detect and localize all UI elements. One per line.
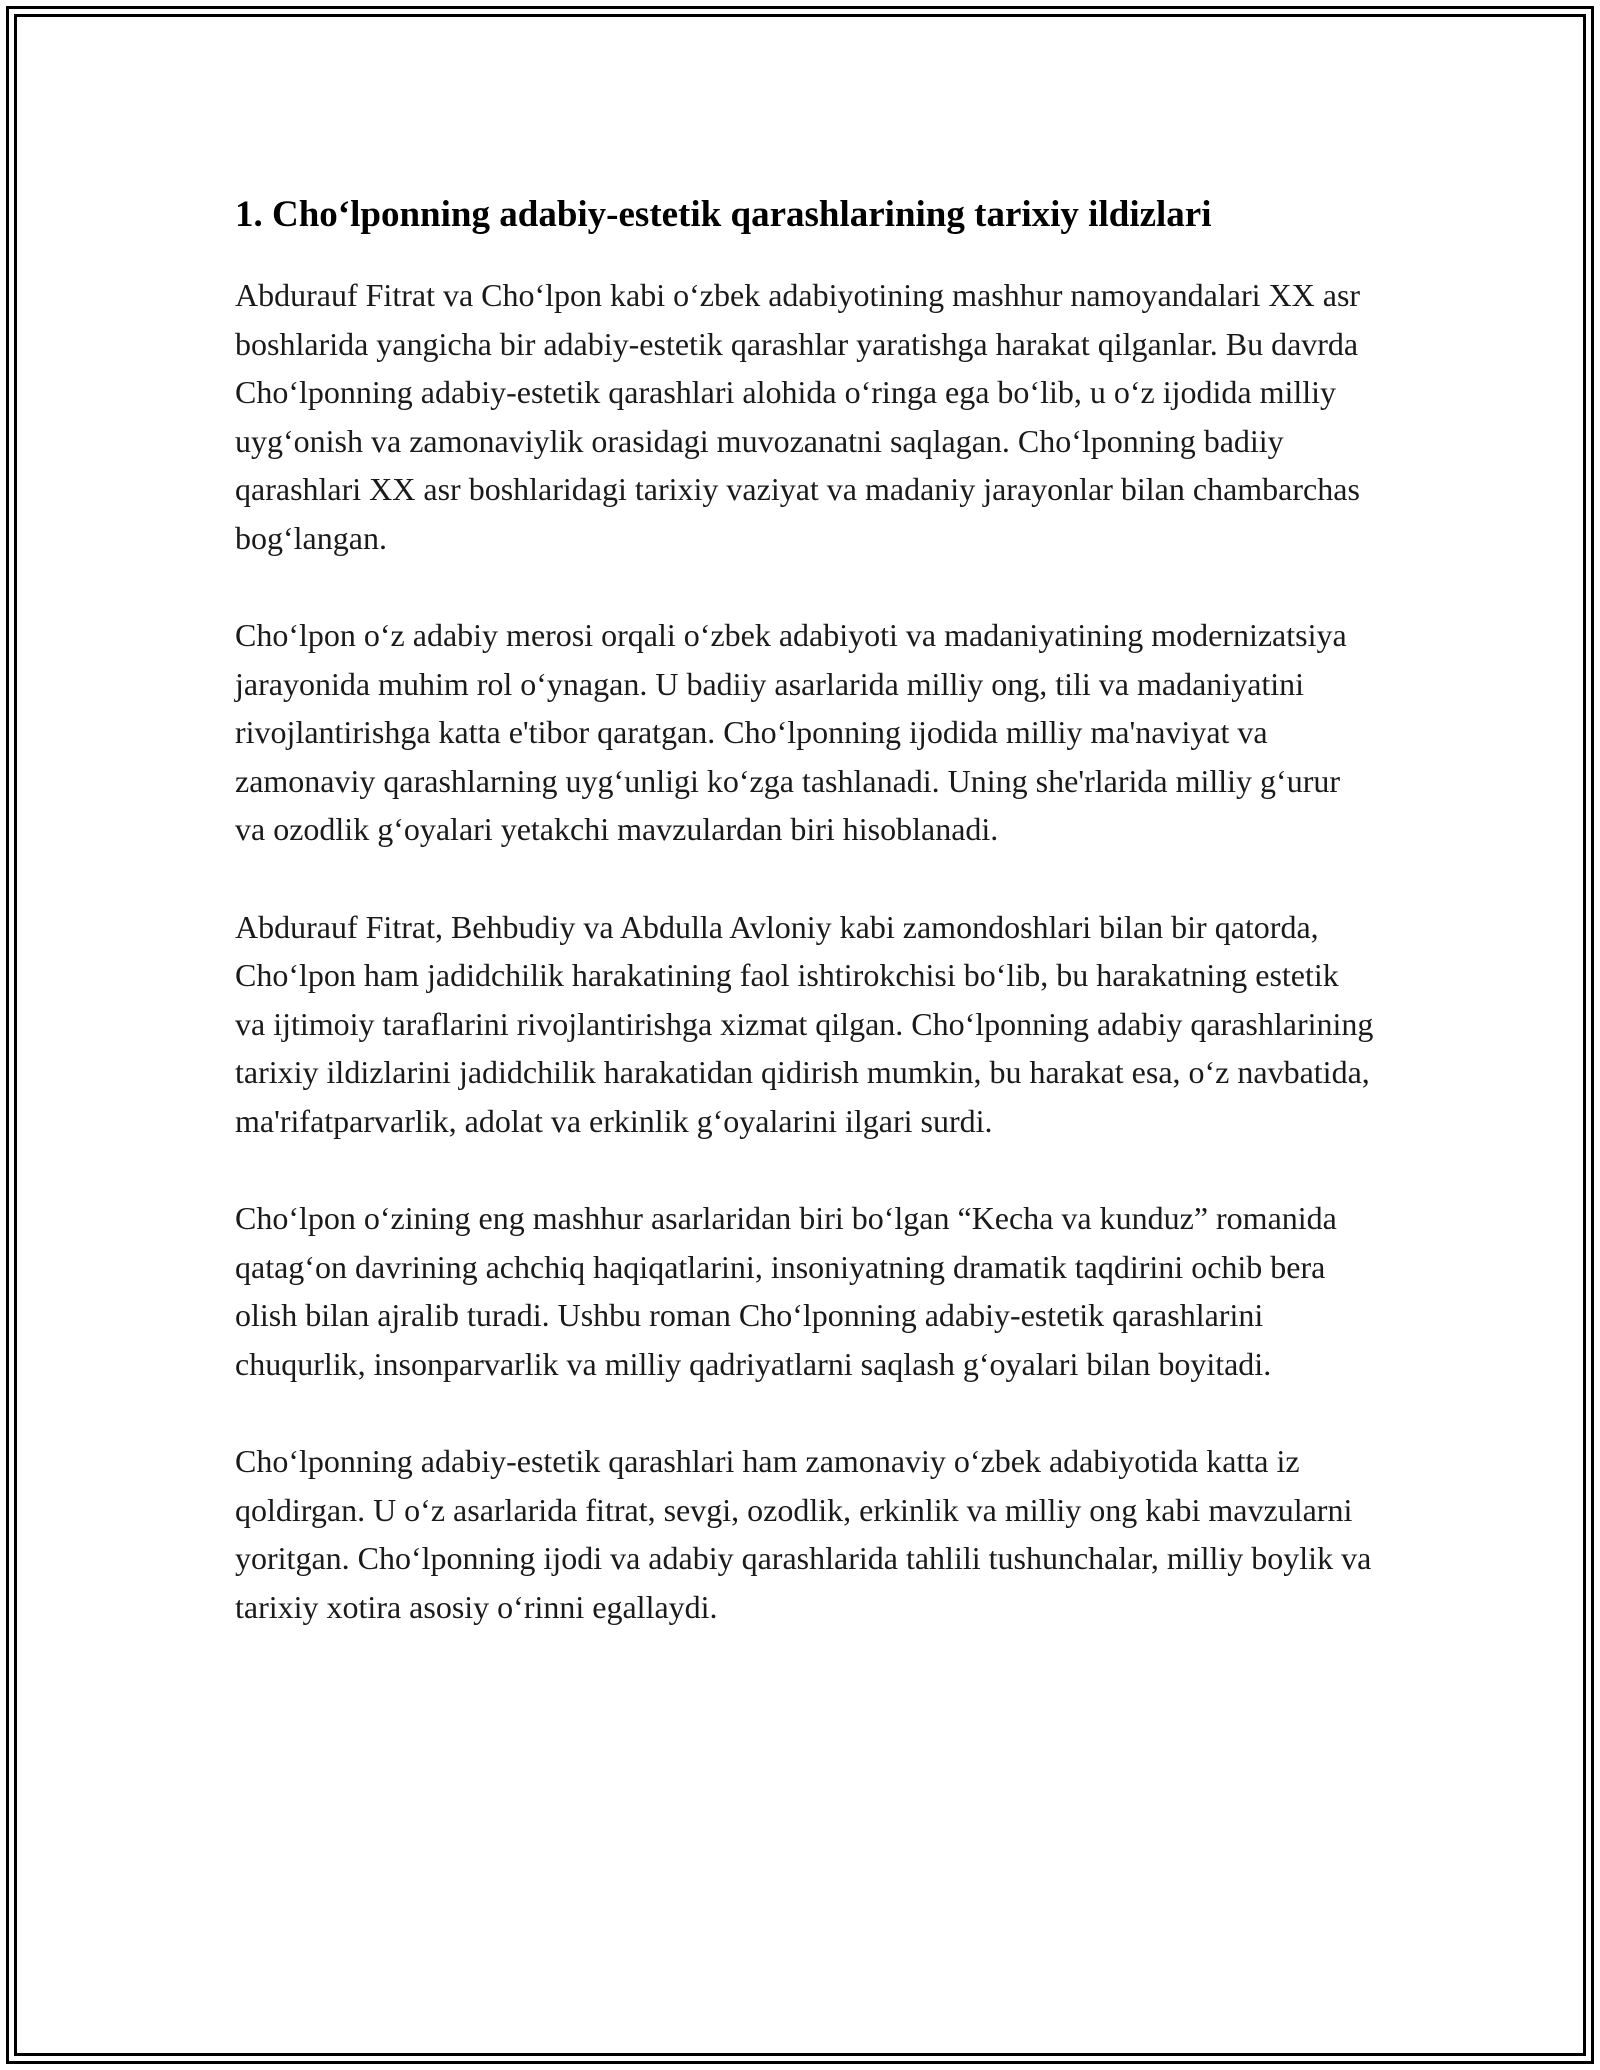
paragraph-4: Cho‘lpon o‘zining eng mashhur asarlaridan biri bo‘lgan “Kecha va kunduz” romanida qatag‘on davrining achchiq haqiqatlarini, insoniyatning dramatik taqdirini ochib bera olish bilan ajralib turadi. Ushbu roman Cho‘lponning adabiy-estetik qarashlarini chuqurlik, insonparvarlik va milliy qadriyatlarni saqlash g‘oyalari bilan boyitadi. bbox=[235, 1200, 1337, 1382]
paragraph-5: Cho‘lponning adabiy-estetik qarashlari ham zamonaviy o‘zbek adabiyotida katta iz qoldirgan. U o‘z asarlarida fitrat, sevgi, ozodlik, erkinlik va milliy ong kabi mavzularni yoritgan. Cho‘lponning ijodi va adabiy qarashlarida tahlili tushunchalar, milliy boylik va tarixiy xotira asosiy o‘rinni egallaydi. bbox=[235, 1443, 1372, 1625]
section-heading: 1. Cho‘lponning adabiy-estetik qarashlarining tarixiy ildizlari bbox=[235, 194, 1212, 235]
paragraph-1: Abdurauf Fitrat va Cho‘lpon kabi o‘zbek adabiyotining mashhur namoyandalari XX asr boshlarida yangicha bir adabiy-estetik qarashlar yaratishga harakat qilganlar. Bu davrda Cho‘lponning adabiy-estetik qarashlari alohida o‘ringa ega bo‘lib, u o‘z ijodida milliy uyg‘onish va zamonaviylik orasidagi muvozanatni saqlagan. Cho‘lponning badiiy qarashlari XX asr boshlaridagi tarixiy vaziyat va madaniy jarayonlar bilan chambarchas bog‘langan. bbox=[235, 277, 1361, 556]
paragraph-2: Cho‘lpon o‘z adabiy merosi orqali o‘zbek adabiyoti va madaniyatining modernizatsiya jarayonida muhim rol o‘ynagan. U badiiy asarlarida milliy ong, tili va madaniyatini rivojlantirishga katta e'tibor qaratgan. Cho‘lponning ijodida milliy ma'naviyat va zamonaviy qarashlarning uyg‘unligi ko‘zga tashlanadi. Uning she'rlarida milliy g‘urur va ozodlik g‘oyalari yetakchi mavzulardan biri hisoblanadi. bbox=[235, 617, 1347, 847]
paragraph-3: Abdurauf Fitrat, Behbudiy va Abdulla Avloniy kabi zamondoshlari bilan bir qatorda, Cho‘lpon ham jadidchilik harakatining faol ishtirokchisi bo‘lib, bu harakatning estetik va ijtimoiy taraflarini rivojlantirishga xizmat qilgan. Cho‘lponning adabiy qarashlarining tarixiy ildizlarini jadidchilik harakatidan qidirish mumkin, bu harakat esa, o‘z navbatida, ma'rifatparvarlik, adolat va erkinlik g‘oyalarini ilgari surdi. bbox=[235, 908, 1374, 1139]
document-body bbox=[235, 183, 1375, 1680]
